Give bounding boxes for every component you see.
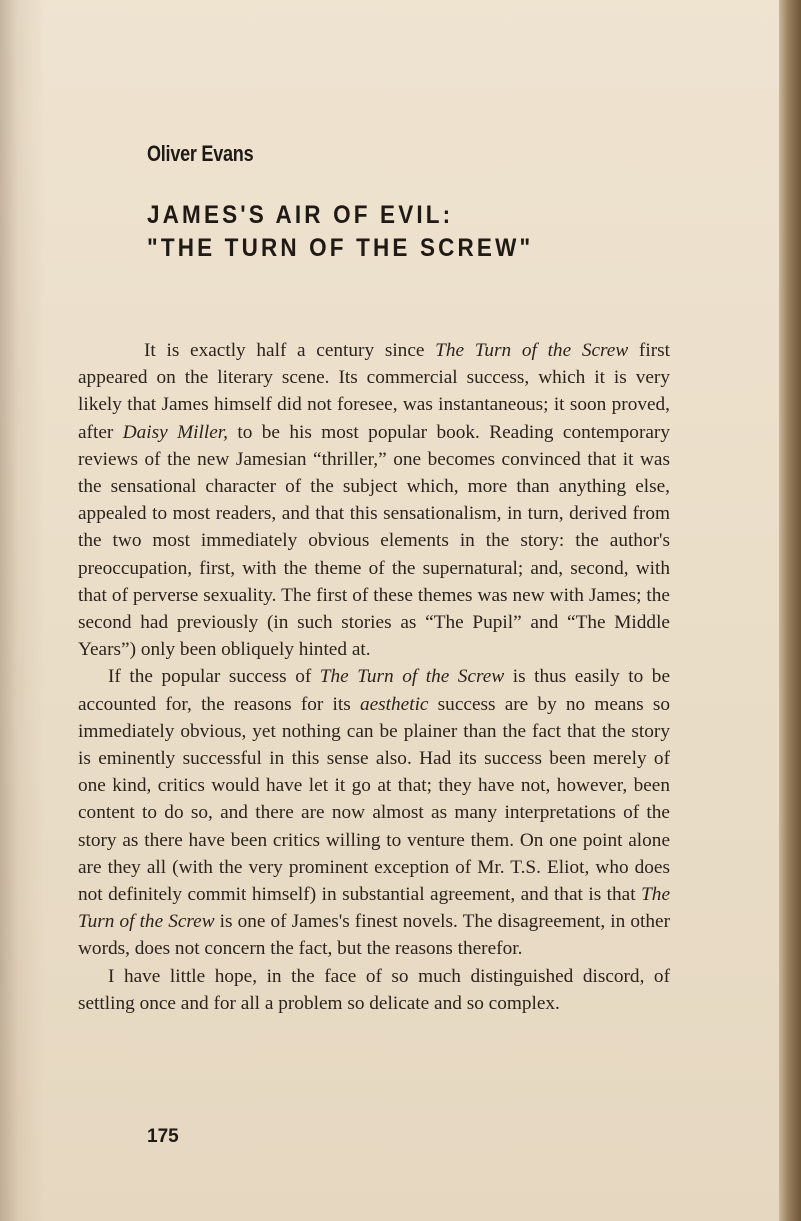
paragraph-1 xyxy=(78,337,670,663)
essay-title-line-1: JAMES'S AIR OF EVIL: xyxy=(147,201,454,229)
author-name: Oliver Evans xyxy=(147,141,254,166)
paragraph-1-italic-title: The Turn of the Screw xyxy=(435,340,629,361)
paragraph-1-italic-daisy-miller: Daisy Miller, xyxy=(122,421,228,443)
paragraph-2-italic-aesthetic: aesthetic xyxy=(359,693,429,715)
essay-title-line-2: "THE TURN OF THE SCREW" xyxy=(147,234,534,262)
paragraph-2-text-c: success are by no means so immediately obvious, yet nothing can be plainer than the fact that the story is eminently successful in this sense also. Had its success been merely of one kind, critics would have let it go at that; they have not, however, been content to do so, and there are now almost as many interpretations of the story as there have been critics willing to venture them. On one point alone are they all (with the very prominent exception of Mr. T.S. Eliot, who does not definitely commit himself) in substantial agreement, and that is that xyxy=(78,693,670,906)
page-number: 175 xyxy=(147,1126,179,1147)
body-text xyxy=(78,337,670,1017)
paragraph-1-text-c: to be his most popular book. Reading contemporary reviews of the new Jamesian “thriller,” one becomes convinced that it was the sensational character of the subject which, more than anything else, appealed to most readers, and that this sensationalism, in turn, derived from the two most immediately obvious elements in the story: the author's preoccupation, first, with the theme of the supernatural; and, second, with that of perverse sexuality. The first of these themes was new with James; the second had previously (in such stories as “The Pupil” and “The Middle Years”) only been obliquely hinted at. xyxy=(78,421,670,661)
paragraph-2-text-d: is one of James's finest novels. The disagreement, in other words, does not concern the fact, but the reasons therefor. xyxy=(78,911,670,960)
paragraph-2-italic-title: The Turn of the Screw xyxy=(319,666,505,688)
paragraph-2-text-b: is thus easily to be accounted for, the reasons for its xyxy=(78,666,670,715)
paragraph-1-text-a: It is exactly half a century since xyxy=(144,340,436,361)
book-spine-edge xyxy=(779,0,801,1221)
essay-title xyxy=(147,199,533,265)
paragraph-2-italic-title-2: The Turn of the Screw xyxy=(78,884,670,933)
paragraph-3 xyxy=(78,963,670,1017)
paragraph-2-text-a: If the popular success of xyxy=(108,666,320,688)
paragraph-1-text-b: first appeared on the literary scene. Its commercial success, which it is very likely that James himself did not foresee, was instantaneous; it soon proved, after xyxy=(78,340,670,443)
paragraph-3-text-a: I have little hope, in the face of so much distinguished discord, of settling once and for all a problem so delicate and so complex. xyxy=(78,965,670,1014)
paragraph-2 xyxy=(78,663,670,962)
